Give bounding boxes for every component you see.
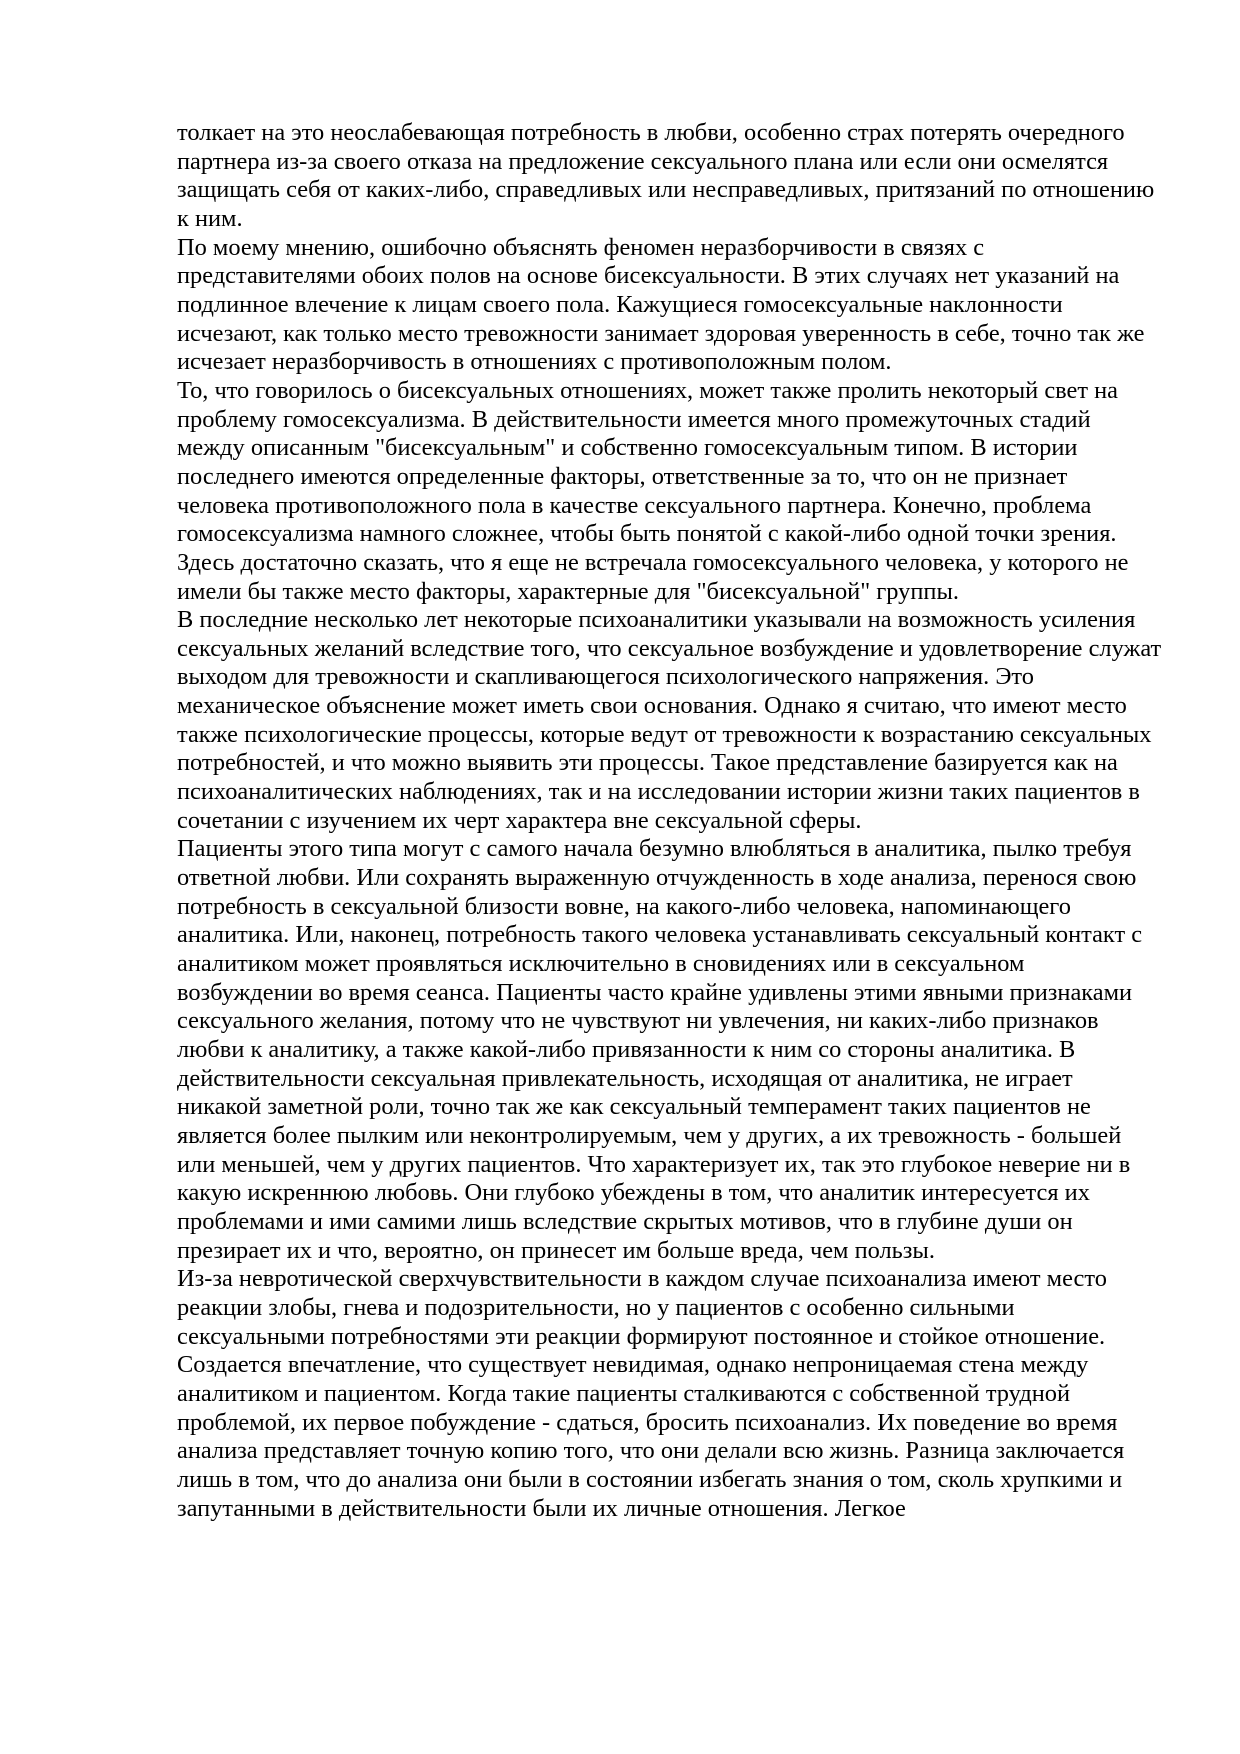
paragraph-3: То, что говорилось о бисексуальных отношениях, может также пролить некоторый свет на проблему гомосексуализма. В действительности имеется много промежуточных стадий между описанным "бисексуальным" и собственно гомосексуальным типом. В истории последнего имеются определенные факторы, ответственные за то, что он не признает человека противоположного пола в качестве сексуального партнера. Конечно, проблема гомосексуализма намного сложнее, чтобы быть понятой с какой-либо одной точки зрения. Здесь достаточно сказать, что я еще не встречала гомосексуального человека, у которого не имели бы также место факторы, характерные для "бисексуальной" группы. <box>177 376 1129 605</box>
paragraph-6: Из-за невротической сверхчувствительности в каждом случае психоанализа имеют место реакции злобы, гнева и подозрительности, но у пациентов с особенно сильными сексуальными потребностями эти реакции формируют постоянное и стойкое отношение. Создается впечатление, что существует невидимая, однако непроницаемая стена между аналитиком и пациентом. Когда такие пациенты сталкиваются с собственной трудной проблемой, их первое побуждение - сдаться, бросить психоанализ. Их поведение во время анализа представляет точную копию того, что они делали всю жизнь. Разница заключается лишь в том, что до анализа они были в состоянии избегать знания о том, сколь хрупкими и запутанными в действительности были их личные отношения. Легкое <box>177 1265 1125 1522</box>
paragraph-1: толкает на это неослабевающая потребность в любви, особенно страх потерять очередного партнера из-за своего отказа на предложение сексуального плана или если они осмелятся защищать себя от каких-либо, справедливых или несправедливых, притязаний по отношению к ним. <box>177 119 1155 232</box>
body-text <box>177 119 1163 1523</box>
paragraph-5: Пациенты этого типа могут с самого начала безумно влюбляться в аналитика, пылко требуя ответной любви. Или сохранять выраженную отчужденность в ходе анализа, перенося свою потребность в сексуальной близости вовне, на какого-либо человека, напоминающего аналитика. Или, наконец, потребность такого человека устанавливать сексуальный контакт с аналитиком может проявляться исключительно в сновидениях или в сексуальном возбуждении во время сеанса. Пациенты часто крайне удивлены этими явными признаками сексуального желания, потому что не чувствуют ни увлечения, ни каких-либо признаков любви к аналитику, а также какой-либо привязанности к ним со стороны аналитика. В действительности сексуальная привлекательность, исходящая от аналитика, не играет никакой заметной роли, точно так же как сексуальный темперамент таких пациентов не является более пылким или неконтролируемым, чем у других, а их тревожность - большей или меньшей, чем у других пациентов. Что характеризует их, так это глубокое неверие ни в какую искреннюю любовь. Они глубоко убеждены в том, что аналитик интересуется их проблемами и ими самими лишь вследствие скрытых мотивов, что в глубине души он презирает их и что, вероятно, он принесет им больше вреда, чем пользы. <box>177 835 1143 1264</box>
paragraph-2: По моему мнению, ошибочно объяснять феномен неразборчивости в связях с представителями обоих полов на основе бисексуальности. В этих случаях нет указаний на подлинное влечение к лицам своего пола. Кажущиеся гомосексуальные наклонности исчезают, как только место тревожности занимает здоровая уверенность в себе, точно так же исчезает неразборчивость в отношениях с противоположным полом. <box>177 233 1145 376</box>
paragraph-4: В последние несколько лет некоторые психоаналитики указывали на возможность усиления сексуальных желаний вследствие того, что сексуальное возбуждение и удовлетворение служат выходом для тревожности и скапливающегося психологического напряжения. Это механическое объяснение может иметь свои основания. Однако я считаю, что имеют место также психологические процессы, которые ведут от тревожности к возрастанию сексуальных потребностей, и что можно выявить эти процессы. Такое представление базируется как на психоаналитических наблюдениях, так и на исследовании истории жизни таких пациентов в сочетании с изучением их черт характера вне сексуальной сферы. <box>177 606 1162 834</box>
